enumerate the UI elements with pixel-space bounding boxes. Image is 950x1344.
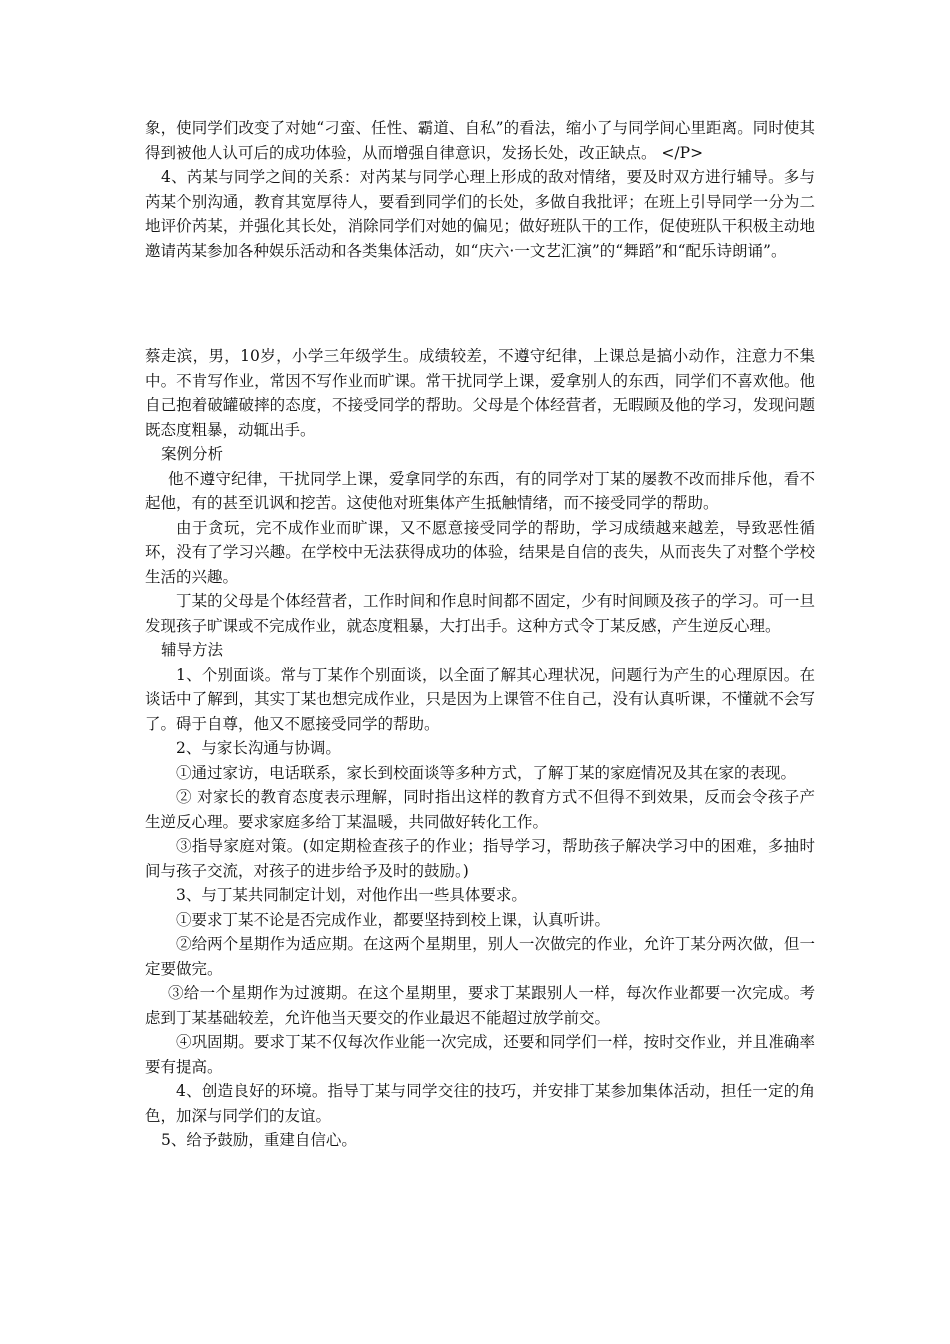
paragraph: 5、给予鼓励，重建自信心。 (161, 1131, 357, 1149)
paragraph: 由于贪玩，完不成作业而旷课，又不愿意接受同学的帮助，学习成绩越来越差，导致恶性循环，没有了学习兴趣。在学校中无法获得成功的体验，结果是自信的丧失，从而丧失了对整个学校生活的兴趣。 (145, 518, 815, 586)
paragraph: 他不遵守纪律，干扰同学上课，爱拿同学的东西，有的同学对丁某的屡教不改而排斥他，看不起他，有的甚至讥讽和挖苦。这使他对班集体产生抵触情绪，而不接受同学的帮助。 (145, 469, 815, 512)
section-heading: 案例分析 (161, 445, 224, 463)
paragraph: 3、与丁某共同制定计划，对他作出一些具体要求。 (176, 886, 527, 904)
text-block-top (145, 116, 815, 263)
paragraph: ③指导家庭对策。(如定期检查孩子的作业；指导学习，帮助孩子解决学习中的困难，多抽时间与孩子交流，对孩子的进步给予及时的鼓励。) (145, 837, 815, 880)
paragraph: ③给一个星期作为过渡期。在这个星期里，要求丁某跟别人一样，每次作业都要一次完成。考虑到丁某基础较差，允许他当天要交的作业最迟不能超过放学前交。 (145, 984, 815, 1027)
paragraph: ② 对家长的教育态度表示理解，同时指出这样的教育方式不但得不到效果，反而会令孩子产生逆反心理。要求家庭多给丁某温暖，共同做好转化工作。 (145, 788, 815, 831)
text-block-case (145, 344, 815, 1153)
paragraph: ②给两个星期作为适应期。在这两个星期里，别人一次做完的作业，允许丁某分两次做，但一定要做完。 (145, 935, 815, 978)
paragraph: 丁某的父母是个体经营者，工作时间和作息时间都不固定，少有时间顾及孩子的学习。可一旦发现孩子旷课或不完成作业，就态度粗暴，大打出手。这种方式令丁某反感，产生逆反心理。 (145, 592, 815, 635)
paragraph: 1、个别面谈。常与丁某作个别面谈，以全面了解其心理状况，问题行为产生的心理原因。在谈话中了解到，其实丁某也想完成作业，只是因为上课管不住自己，没有认真听课，不懂就不会写了。碍于自尊，他又不愿接受同学的帮助。 (145, 665, 815, 733)
paragraph: ①通过家访，电话联系，家长到校面谈等多种方式，了解丁某的家庭情况及其在家的表现。 (176, 763, 797, 782)
paragraph: 4、创造良好的环境。指导丁某与同学交往的技巧，并安排丁某参加集体活动，担任一定的角色，加深与同学们的友谊。 (145, 1082, 815, 1125)
paragraph: 2、与家长沟通与协调。 (176, 739, 341, 757)
paragraph: ①要求丁某不论是否完成作业，都要坚持到校上课，认真听讲。 (176, 910, 611, 929)
paragraph: 象，使同学们改变了对她“刁蛮、任性、霸道、自私”的看法，缩小了与同学间心里距离。同时使其得到被他人认可后的成功体验，从而增强自律意识，发扬长处，改正缺点。 </P> (145, 119, 815, 162)
paragraph: 蔡走滨，男，10岁，小学三年级学生。成绩较差，不遵守纪律，上课总是搞小动作，注意力不集中。不肯写作业，常因不写作业而旷课。常干扰同学上课，爱拿别人的东西，同学们不喜欢他。他自己抱着破罐破摔的态度，不接受同学的帮助。父母是个体经营者，无暇顾及他的学习，发现问题既态度粗暴，动辄出手。 (145, 347, 815, 439)
section-heading: 辅导方法 (161, 641, 224, 659)
paragraph: 4、芮某与同学之间的关系：对芮某与同学心理上形成的敌对情绪，要及时双方进行辅导。多与芮某个别沟通，教育其宽厚待人，要看到同学们的长处，多做自我批评；在班上引导同学一分为二地评价芮某，并强化其长处，消除同学们对她的偏见；做好班队干的工作，促使班队干积极主动地邀请芮某参加各种娱乐活动和各类集体活动，如“庆六·一文艺汇演”的“舞蹈”和“配乐诗朗诵”。 (145, 168, 815, 260)
paragraph: ④巩固期。要求丁某不仅每次作业能一次完成，还要和同学们一样，按时交作业，并且准确率要有提高。 (145, 1033, 815, 1076)
